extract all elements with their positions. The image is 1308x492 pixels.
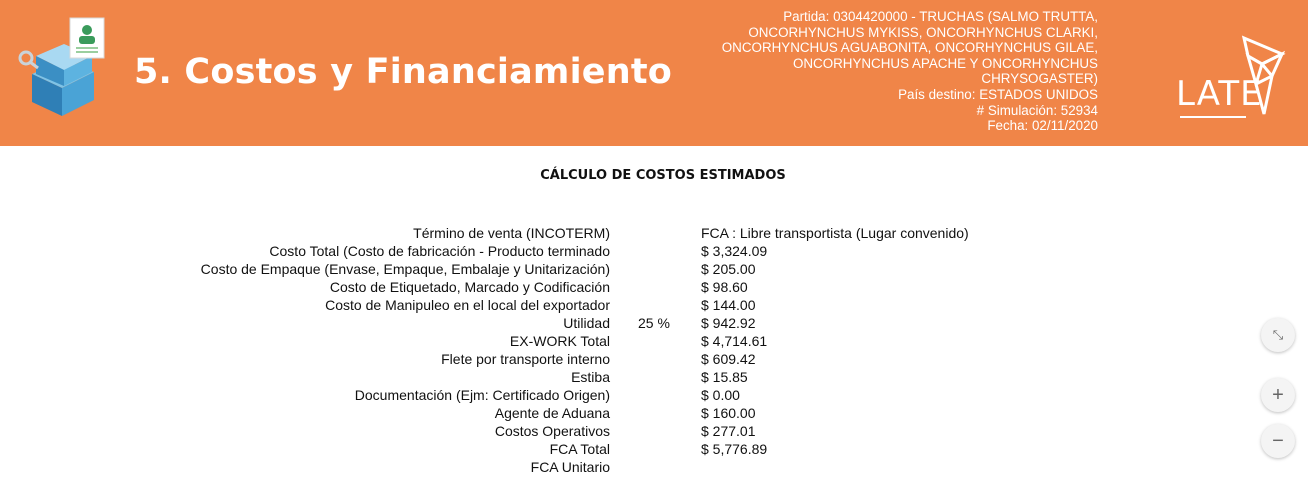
document-box-illustration xyxy=(18,16,110,120)
late-logo-text: LATE xyxy=(1176,74,1263,114)
cost-row xyxy=(0,242,1308,260)
cost-label: FCA Unitario xyxy=(530,459,610,475)
zoom-out-icon: − xyxy=(1272,429,1284,452)
cost-row xyxy=(0,224,1308,242)
page-title: 5. Costos y Financiamiento xyxy=(134,52,673,92)
cost-value: $ 277.01 xyxy=(701,423,756,439)
cost-table xyxy=(0,224,1308,476)
cost-value: $ 205.00 xyxy=(701,261,756,277)
cost-label: Término de venta (INCOTERM) xyxy=(413,225,610,241)
page-header xyxy=(0,0,1308,146)
cost-row xyxy=(0,368,1308,386)
cost-label: EX-WORK Total xyxy=(509,333,610,349)
cost-row xyxy=(0,296,1308,314)
cost-row xyxy=(0,404,1308,422)
cost-value: $ 98.60 xyxy=(701,279,748,295)
destination-country: País destino: ESTADOS UNIDOS xyxy=(898,86,1098,102)
cost-label: Estiba xyxy=(571,369,610,385)
cost-label: Costos Operativos xyxy=(494,423,610,439)
simulation-date: Fecha: 02/11/2020 xyxy=(987,118,1098,134)
fit-page-button[interactable] xyxy=(1261,318,1295,352)
zoom-in-icon: + xyxy=(1272,383,1284,406)
cost-row xyxy=(0,422,1308,440)
cost-label: Documentación (Ejm: Certificado Origen) xyxy=(354,387,610,403)
cost-label: Utilidad xyxy=(563,315,610,331)
zoom-out-button[interactable] xyxy=(1261,424,1295,458)
cost-value: $ 942.92 xyxy=(701,315,756,331)
cost-label: Costo de Manipuleo en el local del exportador xyxy=(325,297,610,313)
cost-value: $ 144.00 xyxy=(701,297,756,313)
zoom-in-button[interactable] xyxy=(1261,378,1295,412)
cost-label: Agente de Aduana xyxy=(494,405,610,421)
cost-row xyxy=(0,350,1308,368)
fit-page-icon: ⤡ xyxy=(1272,327,1284,342)
cost-label: Flete por transporte interno xyxy=(441,351,610,367)
cost-value: $ 5,776.89 xyxy=(701,441,768,457)
cost-row xyxy=(0,314,1308,332)
late-logo xyxy=(1176,34,1286,124)
cost-row xyxy=(0,386,1308,404)
cost-value: $ 4,714.61 xyxy=(701,333,768,349)
cost-row xyxy=(0,260,1308,278)
cost-row xyxy=(0,332,1308,350)
cost-value: $ 15.85 xyxy=(701,369,748,385)
cost-value: $ 0.00 xyxy=(701,387,740,403)
cost-row xyxy=(0,278,1308,296)
cost-label: Costo de Empaque (Envase, Empaque, Embalaje y Unitarización) xyxy=(200,261,610,277)
cost-value: $ 3,324.09 xyxy=(701,243,768,259)
cost-value: $ 160.00 xyxy=(701,405,756,421)
simulation-number: # Simulación: 52934 xyxy=(976,102,1098,118)
cost-value: FCA : Libre transportista (Lugar convenido) xyxy=(701,225,969,241)
section-title: CÁLCULO DE COSTOS ESTIMADOS xyxy=(540,168,786,183)
cost-row xyxy=(0,440,1308,458)
partida-text: Partida: 0304420000 - TRUCHAS (SALMO TRUTTA, ONCORHYNCHUS MYKISS, ONCORHYNCHUS CLARKI, ONCORHYNCHUS AGUABONITA, ONCORHYNCHUS GILAE, ONCORHYNCHUS APACHE Y ONCORHYNCHUS CHRYSOGASTER) xyxy=(721,9,1098,87)
cost-row xyxy=(0,458,1308,476)
cost-label: Costo Total (Costo de fabricación - Producto terminado xyxy=(269,243,610,259)
simulation-meta xyxy=(718,9,1098,134)
cost-value: $ 609.42 xyxy=(701,351,756,367)
cost-label: Costo de Etiquetado, Marcado y Codificación xyxy=(329,279,610,295)
cost-percent: 25 % xyxy=(638,315,670,331)
cost-label: FCA Total xyxy=(549,441,610,457)
